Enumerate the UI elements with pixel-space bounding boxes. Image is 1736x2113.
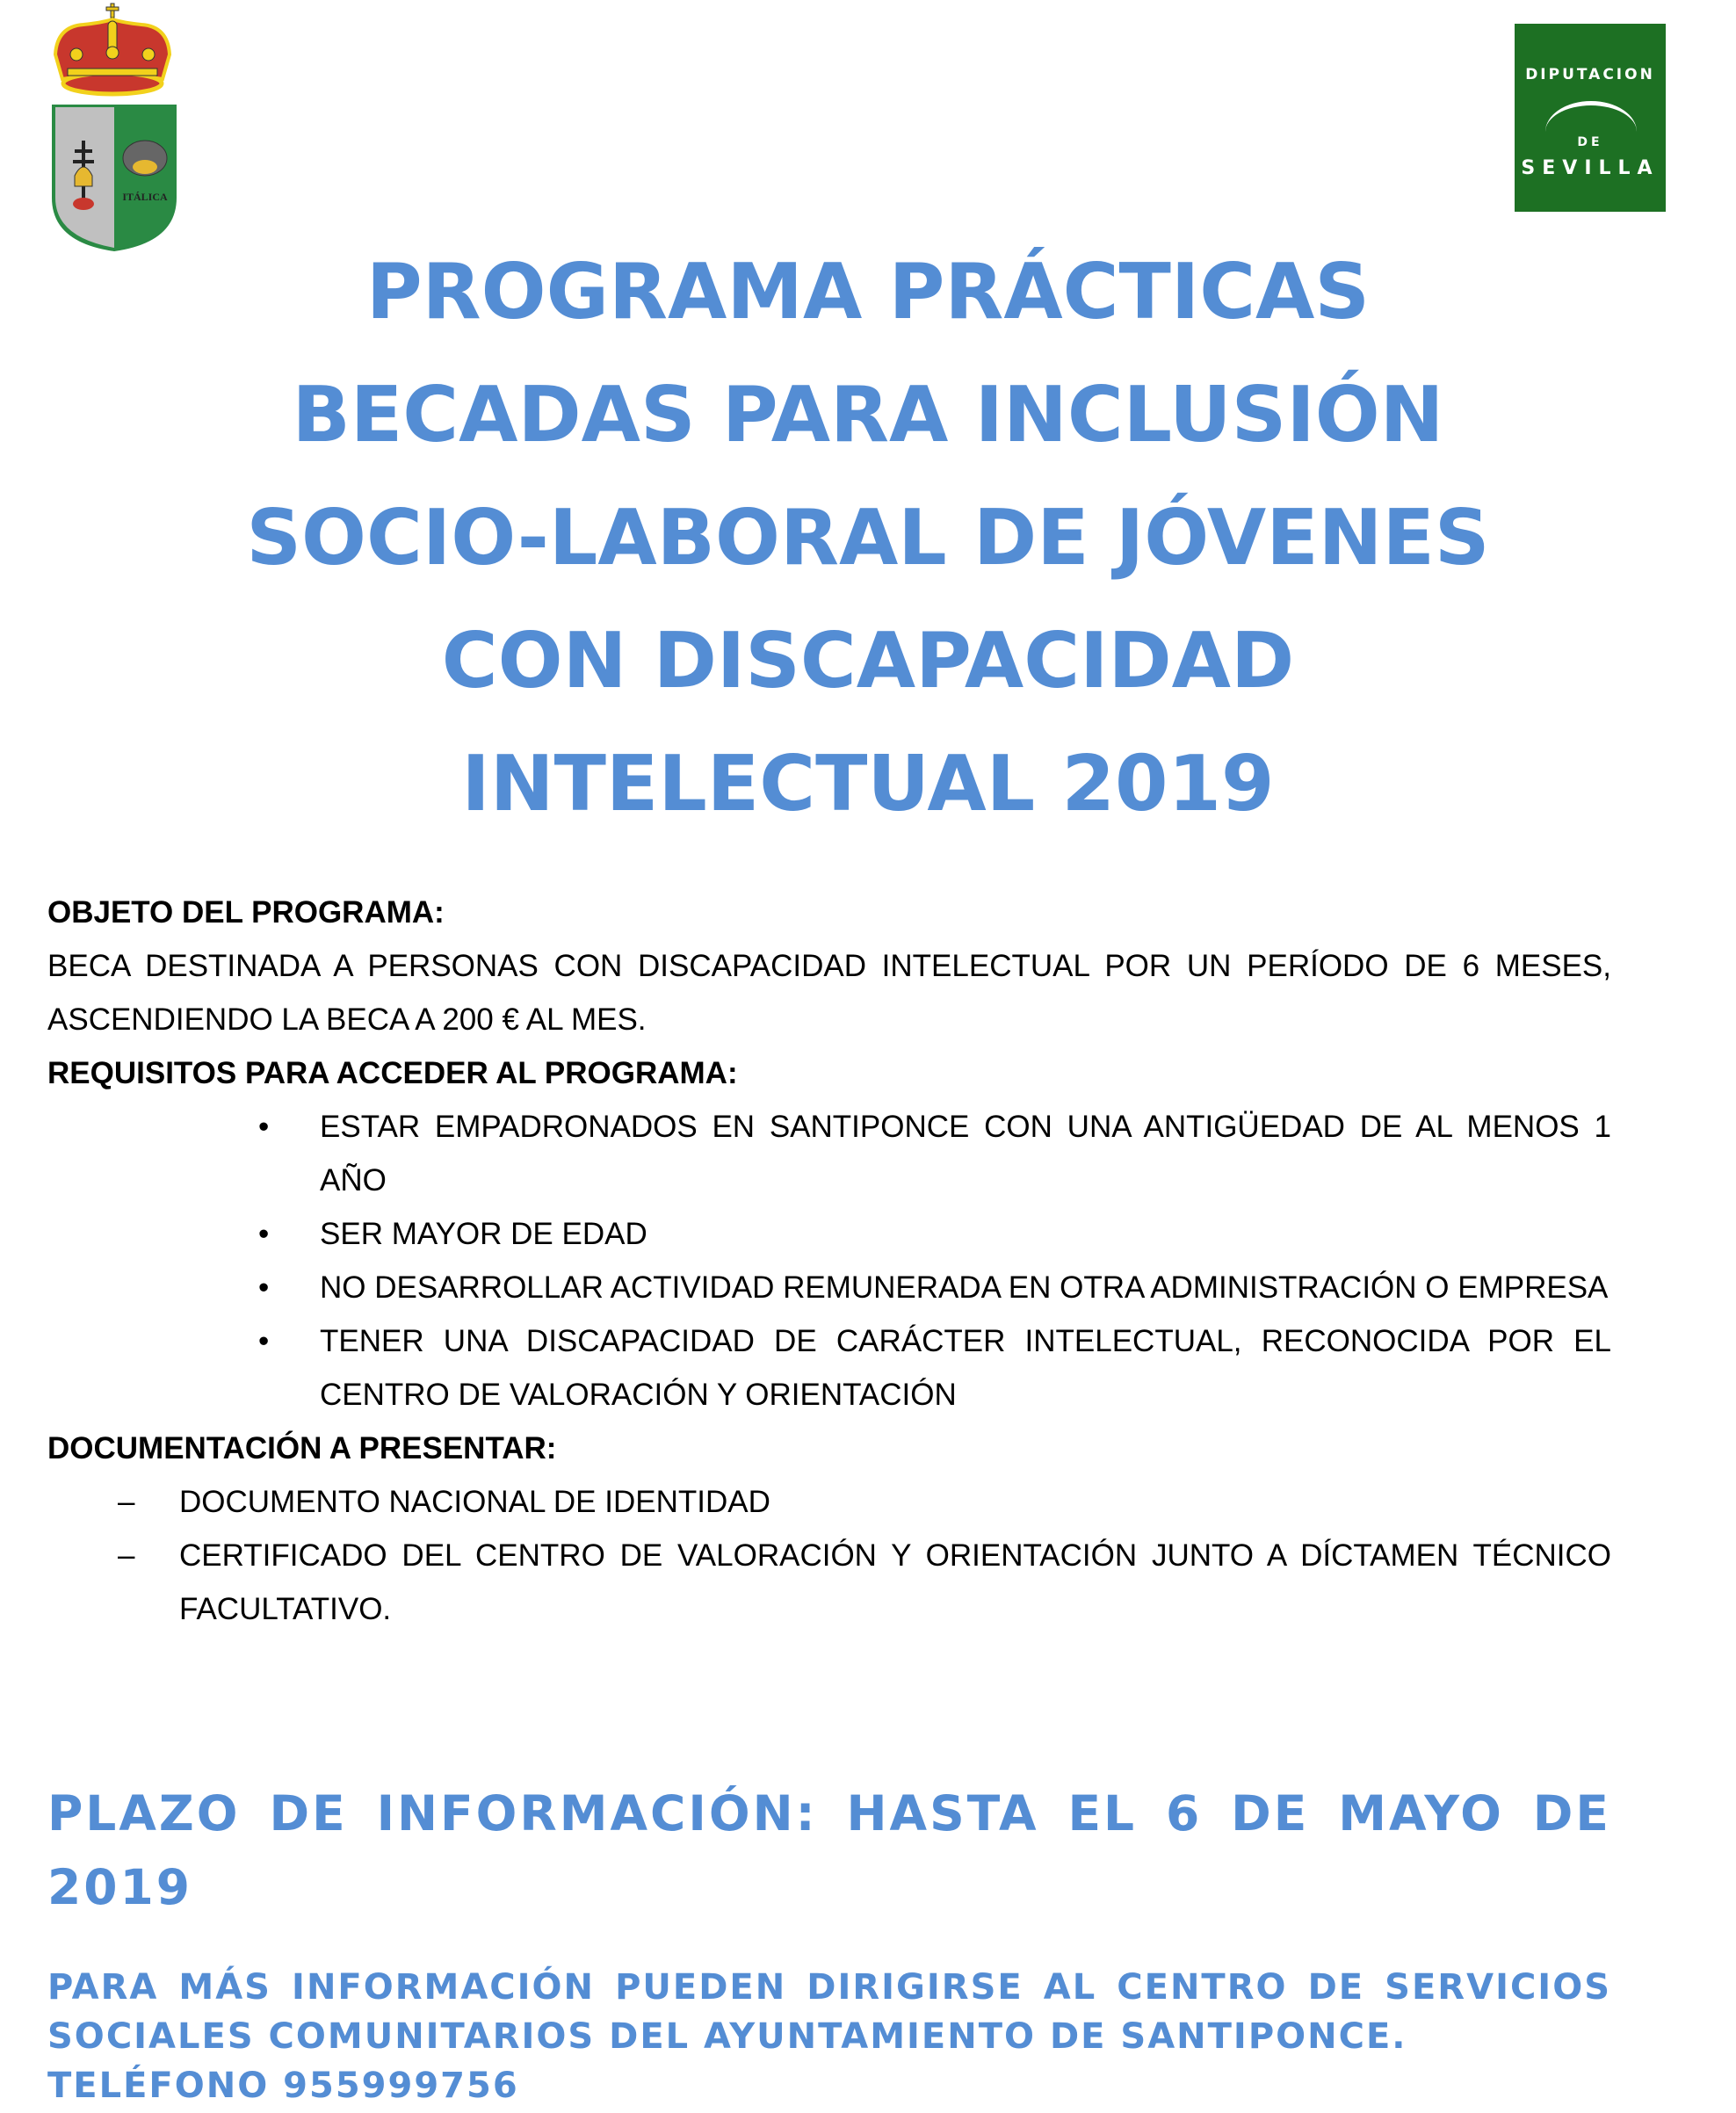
list-item [47, 1100, 1611, 1207]
municipal-crest-icon [48, 0, 180, 255]
list-item [47, 1261, 1611, 1314]
document-body [47, 886, 1611, 1636]
crown-icon [55, 4, 170, 94]
requisito-text: NO DESARROLLAR ACTIVIDAD REMUNERADA EN OTRA ADMINISTRACIÓN O EMPRESA [320, 1270, 1609, 1305]
requisitos-list [47, 1100, 1611, 1422]
bullet-icon: • [258, 1217, 270, 1251]
requisito-text: TENER UNA DISCAPACIDAD DE CARÁCTER INTELECTUAL, RECONOCIDA POR EL CENTRO DE VALORACIÓN Y ORIENTACIÓN [320, 1324, 1611, 1412]
logo-arc-icon [1545, 101, 1637, 132]
municipal-crest-logo [48, 0, 180, 255]
title-line: SOCIO-LABORAL DE JÓVENES [246, 493, 1490, 583]
objeto-text: BECA DESTINADA A PERSONAS CON DISCAPACIDAD INTELECTUAL POR UN PERÍODO DE 6 MESES, ASCENDIENDO LA BECA A 200 € AL MES. [47, 949, 1611, 1037]
dash-icon: – [118, 1485, 135, 1519]
title-line: CON DISCAPACIDAD [441, 616, 1295, 706]
documentacion-heading: DOCUMENTACIÓN A PRESENTAR: [47, 1431, 557, 1465]
shield-icon [53, 105, 176, 250]
title-line: INTELECTUAL 2019 [461, 739, 1275, 829]
documento-text: DOCUMENTO NACIONAL DE IDENTIDAD [179, 1485, 770, 1519]
contact-phone: TELÉFONO 955999756 [47, 2066, 519, 2106]
title-line: PROGRAMA PRÁCTICAS [365, 247, 1371, 336]
contact-text: PARA MÁS INFORMACIÓN PUEDEN DIRIGIRSE AL CENTRO DE SERVICIOS SOCIALES COMUNITARIOS DEL AYUNTAMIENTO DE SANTIPONCE. [47, 1967, 1611, 2057]
bullet-icon: • [258, 1270, 270, 1305]
diputacion-sevilla-logo [1515, 24, 1666, 212]
logo-line-de: DE [1577, 135, 1603, 149]
page-title [0, 230, 1736, 845]
deadline-notice: PLAZO DE INFORMACIÓN: HASTA EL 6 DE MAYO DE 2019 [47, 1785, 1611, 1915]
bullet-icon: • [258, 1110, 270, 1144]
logo-line-diputacion: DIPUTACION [1525, 66, 1655, 83]
contact-info [47, 1963, 1611, 2110]
requisitos-heading: REQUISITOS PARA ACCEDER AL PROGRAMA: [47, 1056, 738, 1090]
list-item [47, 1207, 1611, 1261]
requisito-text: SER MAYOR DE EDAD [320, 1217, 647, 1251]
dash-icon: – [118, 1538, 135, 1573]
crest-caption: ITÁLICA [122, 191, 168, 203]
list-item [47, 1475, 1611, 1529]
documentacion-list [47, 1475, 1611, 1636]
logo-line-sevilla: SEVILLA [1521, 157, 1660, 179]
bullet-icon: • [258, 1324, 270, 1358]
objeto-heading: OBJETO DEL PROGRAMA: [47, 895, 445, 930]
list-item [47, 1529, 1611, 1636]
list-item [47, 1314, 1611, 1422]
requisito-text: ESTAR EMPADRONADOS EN SANTIPONCE CON UNA ANTIGÜEDAD DE AL MENOS 1 AÑO [320, 1110, 1611, 1198]
title-line: BECADAS PARA INCLUSIÓN [292, 370, 1444, 460]
documento-text: CERTIFICADO DEL CENTRO DE VALORACIÓN Y ORIENTACIÓN JUNTO A DÍCTAMEN TÉCNICO FACULTATIVO. [179, 1538, 1611, 1626]
